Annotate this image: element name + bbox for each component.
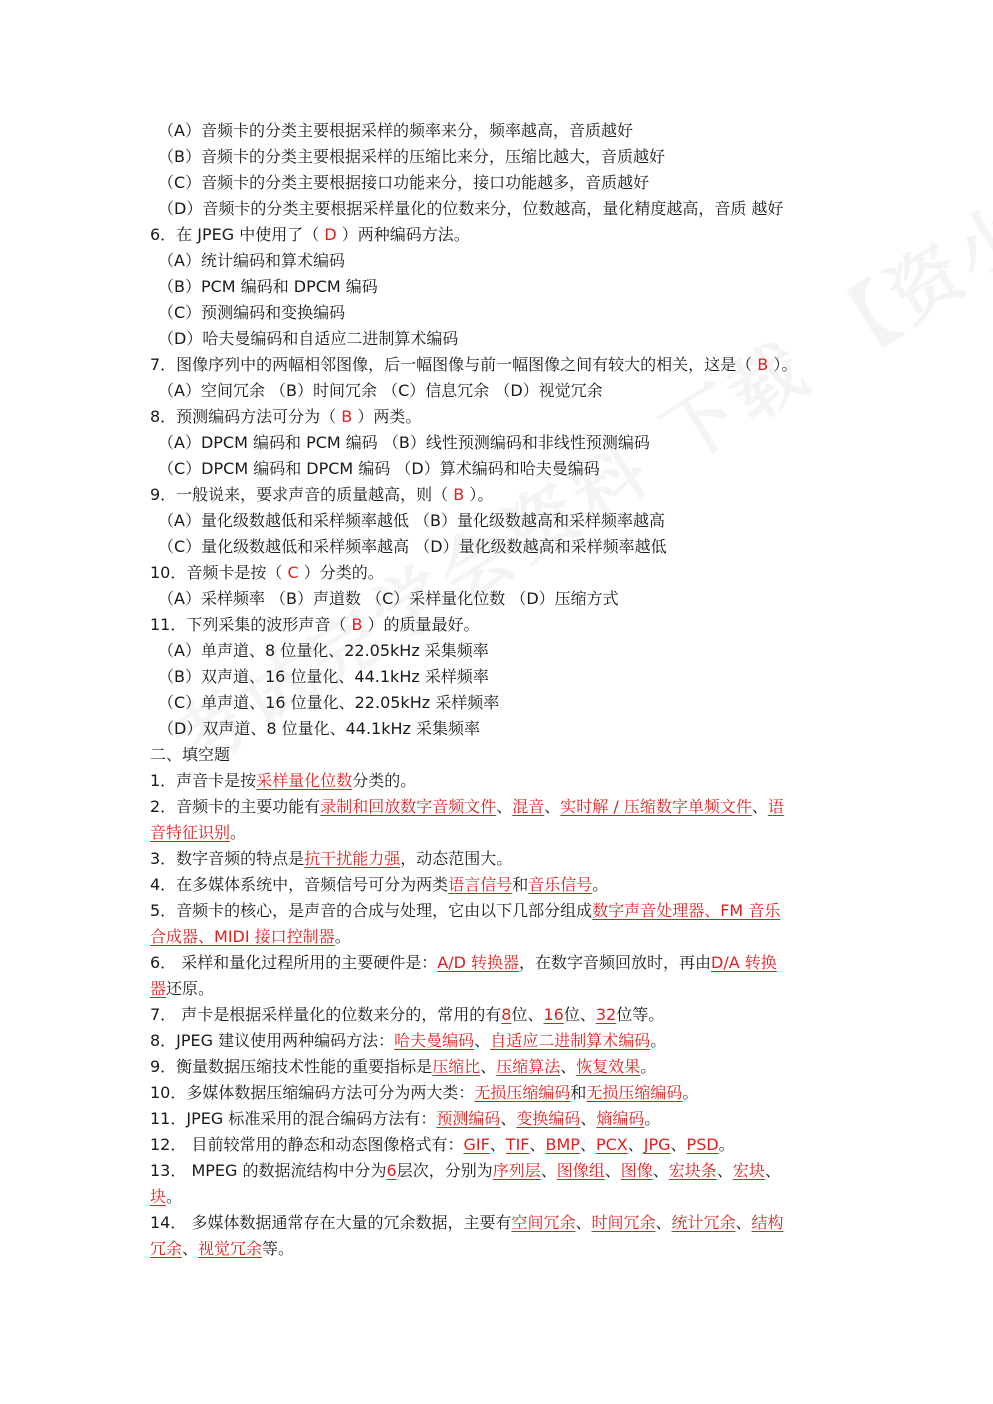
q8-stem: 8．预测编码方法可分为（ B ）两类。 — [150, 407, 422, 426]
fill-10-answer-2: 无损压缩编码 — [586, 1083, 683, 1102]
fill-11-answer-2: 变换编码 — [516, 1109, 581, 1128]
fill-9-answer-3: 恢复效果 — [576, 1057, 641, 1076]
q9-options-cd: （C）量化级数越低和采样频率越高 （D）量化级数越高和采样频率越低 — [158, 537, 667, 556]
fill-5-answer-2b: 合成器 — [150, 927, 199, 946]
fill-13-answer-6: 宏块 — [732, 1161, 765, 1180]
q9-answer: B — [453, 485, 465, 504]
fill-4: 4．在多媒体系统中，音频信号可分为两类语言信号和音乐信号。 — [150, 875, 609, 894]
fill-4-answer-1: 语言信号 — [448, 875, 513, 894]
fill-13-answer-5: 宏块条 — [668, 1161, 717, 1180]
fill-14-line1: 14． 多媒体数据通常存在大量的冗余数据，主要有空间冗余、时间冗余、统计冗余、结构 — [150, 1213, 784, 1232]
fill-5-answer-3: MIDI 接口控制器 — [214, 927, 335, 946]
fill-5-line1: 5．音频卡的核心，是声音的合成与处理，它由以下几部分组成数字声音处理器、FM 音乐 — [150, 901, 781, 920]
fill-5-answer-1: 数字声音处理器 — [592, 901, 705, 920]
q9-stem: 9．一般说来，要求声音的质量越高，则（ B ）。 — [150, 485, 494, 504]
q5-option-b: （B）音频卡的分类主要根据采样的压缩比来分，压缩比越大，音质越好 — [158, 147, 665, 166]
fill-9-answer-2: 压缩算法 — [496, 1057, 561, 1076]
fill-12-answer-3: BMP — [545, 1135, 580, 1154]
fill-2-answer-4b: 音特征识别 — [150, 823, 231, 842]
fill-14-answer-2: 时间冗余 — [591, 1213, 656, 1232]
q10-answer: C — [287, 563, 299, 582]
fill-9-answer-1: 压缩比 — [432, 1057, 481, 1076]
fill-14-answer-4b: 冗余 — [150, 1239, 183, 1258]
fill-13-answer-3: 图像组 — [556, 1161, 605, 1180]
fill-11-answer-1: 预测编码 — [436, 1109, 501, 1128]
fill-13-answer-7: 块 — [150, 1187, 167, 1206]
fill-12-answer-4: PCX — [595, 1135, 628, 1154]
fill-14-answer-1: 空间冗余 — [511, 1213, 576, 1232]
fill-2-line2: 音特征识别。 — [150, 823, 247, 842]
fill-13-line2: 块。 — [150, 1187, 183, 1206]
q11-option-d: （D）双声道、8 位量化、44.1kHz 采集频率 — [158, 719, 480, 738]
fill-3: 3．数字音频的特点是抗干扰能力强，动态范围大。 — [150, 849, 513, 868]
fill-6-answer-2a: D/A 转换 — [711, 953, 777, 972]
fill-14-answer-4a: 结构 — [751, 1213, 784, 1232]
fill-1: 1．声音卡是按采样量化位数分类的。 — [150, 771, 417, 790]
q5-option-d: （D）音频卡的分类主要根据采样量化的位数来分，位数越高，量化精度越高，音质 越好 — [158, 199, 784, 218]
fill-2-answer-2: 混音 — [512, 797, 545, 816]
q10-options: （A）采样频率 （B）声道数 （C）采样量化位数 （D）压缩方式 — [158, 589, 619, 608]
fill-12-answer-5: JPG — [643, 1135, 671, 1154]
q8-options-cd: （C）DPCM 编码和 DPCM 编码 （D）算术编码和哈夫曼编码 — [158, 459, 600, 478]
fill-7-answer-3: 32 — [595, 1005, 617, 1024]
fill-2-answer-1: 录制和回放数字音频文件 — [320, 797, 497, 816]
q5-option-c: （C）音频卡的分类主要根据接口功能来分，接口功能越多，音质越好 — [158, 173, 650, 192]
fill-8: 8．JPEG 建议使用两种编码方法：哈夫曼编码、自适应二进制算术编码。 — [150, 1031, 667, 1050]
fill-8-answer-2: 自适应二进制算术编码 — [490, 1031, 651, 1050]
q6-option-d: （D）哈夫曼编码和自适应二进制算术编码 — [158, 329, 459, 348]
q6-stem: 6．在 JPEG 中使用了（ D ）两种编码方法。 — [150, 225, 470, 244]
q5-option-a: （A）音频卡的分类主要根据采样的频率来分，频率越高，音质越好 — [158, 121, 633, 140]
fill-4-answer-2: 音乐信号 — [528, 875, 593, 894]
fill-12-answer-1: GIF — [463, 1135, 490, 1154]
fill-12: 12． 目前较常用的静态和动态图像格式有：GIF、TIF、BMP、PCX、JPG、PSD。 — [150, 1135, 735, 1154]
q11-option-b: （B）双声道、16 位量化、44.1kHz 采样频率 — [158, 667, 489, 686]
fill-14-line2: 冗余、视觉冗余等。 — [150, 1239, 295, 1258]
fill-12-answer-6: PSD — [686, 1135, 719, 1154]
q6-option-a: （A）统计编码和算术编码 — [158, 251, 345, 270]
fill-9: 9．衡量数据压缩技术性能的重要指标是压缩比、压缩算法、恢复效果。 — [150, 1057, 657, 1076]
fill-14-answer-5: 视觉冗余 — [198, 1239, 263, 1258]
fill-6-line2: 器还原。 — [150, 979, 215, 998]
q11-option-c: （C）单声道、16 位量化、22.05kHz 采样频率 — [158, 693, 500, 712]
fill-5-answer-2a: FM 音乐 — [720, 901, 781, 920]
fill-11-answer-3: 熵编码 — [596, 1109, 645, 1128]
q8-options-ab: （A）DPCM 编码和 PCM 编码 （B）线性预测编码和非线性预测编码 — [158, 433, 650, 452]
q7-options: （A）空间冗余 （B）时间冗余 （C）信息冗余 （D）视觉冗余 — [158, 381, 603, 400]
fill-6-answer-2b: 器 — [150, 979, 167, 998]
fill-1-answer: 采样量化位数 — [256, 771, 353, 790]
fill-13-answer-4: 图像 — [620, 1161, 653, 1180]
fill-2-line1: 2．音频卡的主要功能有录制和回放数字音频文件、混音、实时解 / 压缩数字单频文件、语 — [150, 797, 784, 816]
fill-2-answer-3: 实时解 / 压缩数字单频文件 — [560, 797, 752, 816]
fill-13-line1: 13． MPEG 的数据流结构中分为6层次，分别为序列层、图像组、图像、宏块条、宏块、 — [150, 1161, 781, 1180]
q11-stem: 11．下列采集的波形声音（ B ）的质量最好。 — [150, 615, 480, 634]
fill-10: 10．多媒体数据压缩编码方法可分为两大类：无损压缩编码和无损压缩编码。 — [150, 1083, 699, 1102]
fill-11: 11．JPEG 标准采用的混合编码方法有：预测编码、变换编码、熵编码。 — [150, 1109, 661, 1128]
q7-answer: B — [757, 355, 769, 374]
q6-option-b: （B）PCM 编码和 DPCM 编码 — [158, 277, 378, 296]
q10-stem: 10．音频卡是按（ C ）分类的。 — [150, 563, 384, 582]
fill-3-answer: 抗干扰能力强 — [304, 849, 401, 868]
fill-14-answer-3: 统计冗余 — [671, 1213, 736, 1232]
fill-13-answer-1: 6 — [386, 1161, 397, 1180]
fill-7: 7． 声卡是根据采样量化的位数来分的，常用的有8位、16位、32位等。 — [150, 1005, 665, 1024]
fill-10-answer-1: 无损压缩编码 — [474, 1083, 571, 1102]
document-body — [150, 118, 850, 1262]
fill-13-answer-2: 序列层 — [492, 1161, 541, 1180]
section-heading: 二、填空题 — [150, 745, 231, 764]
fill-2-answer-4a: 语 — [767, 797, 784, 816]
fill-12-answer-2: TIF — [505, 1135, 530, 1154]
q11-answer: B — [351, 615, 363, 634]
q9-options-ab: （A）量化级数越低和采样频率越低 （B）量化级数越高和采样频率越高 — [158, 511, 666, 530]
fill-6-answer-1: A/D 转换器 — [437, 953, 520, 972]
q6-option-c: （C）预测编码和变换编码 — [158, 303, 346, 322]
fill-8-answer-1: 哈夫曼编码 — [394, 1031, 475, 1050]
q7-stem: 7．图像序列中的两幅相邻图像，后一幅图像与前一幅图像之间有较大的相关，这是（ B ）。 — [150, 355, 798, 374]
q8-answer: B — [341, 407, 353, 426]
fill-5-line2: 合成器、MIDI 接口控制器。 — [150, 927, 351, 946]
q11-option-a: （A）单声道、8 位量化、22.05kHz 采集频率 — [158, 641, 489, 660]
fill-7-answer-1: 8 — [501, 1005, 512, 1024]
fill-6-line1: 6． 采样和量化过程所用的主要硬件是：A/D 转换器，在数字音频回放时，再由D/A 转换 — [150, 953, 777, 972]
q6-answer: D — [324, 225, 337, 244]
fill-7-answer-2: 16 — [543, 1005, 564, 1024]
